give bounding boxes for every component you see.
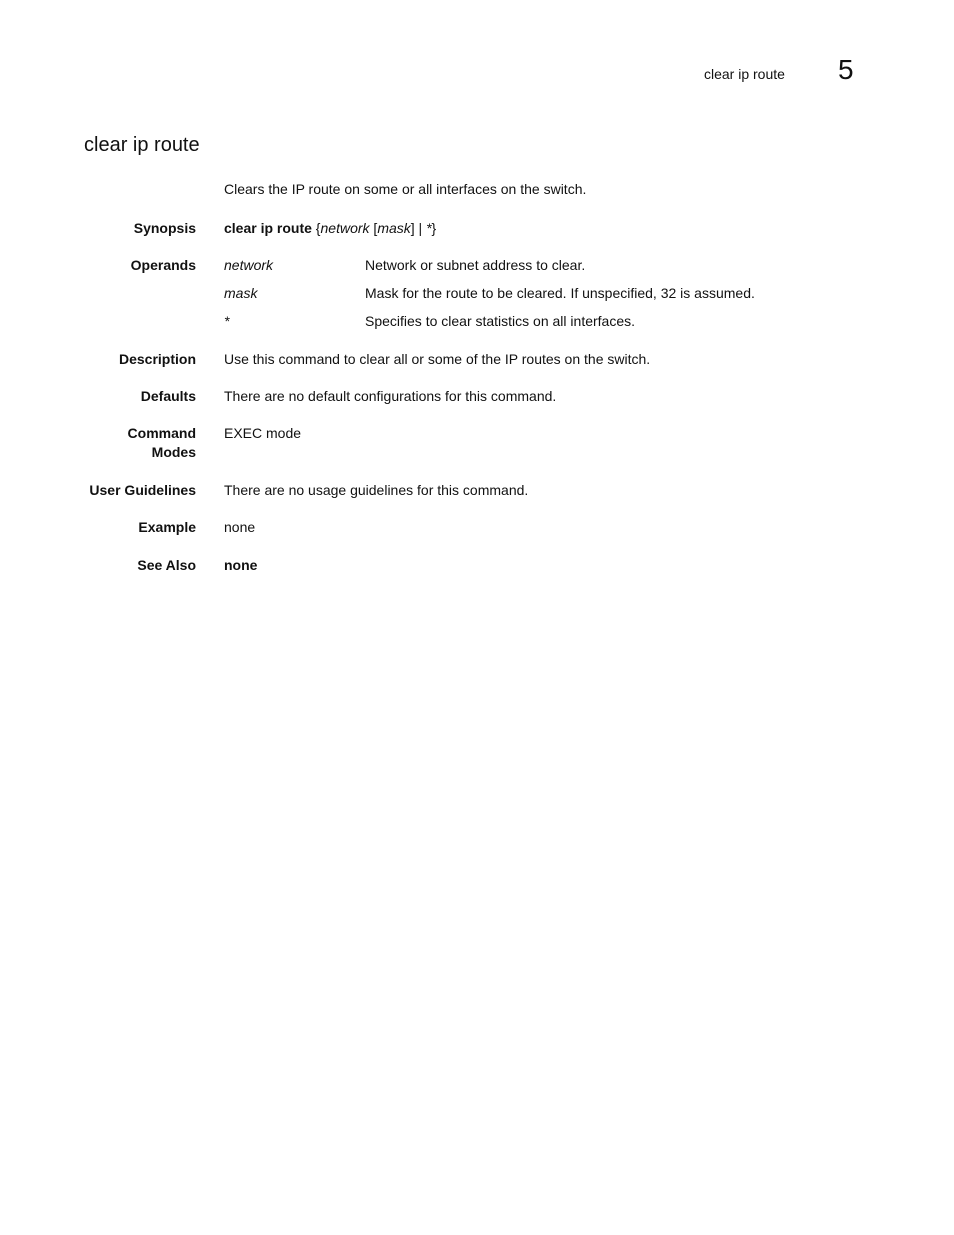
synopsis-arg-network: network [320, 220, 370, 236]
user-guidelines-label: User Guidelines [89, 482, 196, 498]
operand-description: Network or subnet address to clear. [365, 257, 586, 273]
synopsis-arg-mask: mask [377, 220, 411, 236]
defaults-text: There are no default configurations for this command. [224, 388, 557, 404]
synopsis-label: Synopsis [133, 220, 196, 236]
operand-description: Specifies to clear statistics on all interfaces. [365, 313, 636, 329]
synopsis-command: clear ip route [224, 220, 312, 236]
intro-text: Clears the IP route on some or all interfaces on the switch. [224, 181, 587, 197]
description-text: Use this command to clear all or some of the IP routes on the switch. [224, 351, 651, 367]
operand-name: network [224, 257, 274, 273]
defaults-label: Defaults [140, 388, 196, 404]
synopsis-bracket-open: [ [369, 220, 378, 236]
command-modes-text: EXEC mode [224, 425, 302, 441]
synopsis-brace-open: { [311, 220, 321, 236]
command-modes-label-line2: Modes [151, 444, 196, 460]
synopsis-content [224, 219, 864, 238]
description-label: Description [118, 351, 196, 367]
synopsis-arg-star: * [426, 220, 432, 236]
page-title: clear ip route [84, 134, 200, 156]
command-modes-label-line1: Command [127, 425, 196, 441]
operand-name: * [224, 313, 230, 329]
operands-label: Operands [130, 257, 196, 273]
synopsis-bracket-close: ] | [410, 220, 427, 236]
example-text: none [224, 519, 256, 535]
see-also-text: none [224, 557, 258, 573]
command-modes-label [56, 424, 196, 462]
chapter-number: 5 [838, 54, 854, 85]
running-header-title: clear ip route [704, 66, 785, 82]
synopsis-brace-close: } [431, 220, 437, 236]
user-guidelines-text: There are no usage guidelines for this command. [224, 482, 529, 498]
operand-name: mask [224, 285, 258, 301]
operand-description: Mask for the route to be cleared. If unspecified, 32 is assumed. [365, 285, 755, 301]
example-label: Example [138, 519, 196, 535]
see-also-label: See Also [137, 557, 196, 573]
